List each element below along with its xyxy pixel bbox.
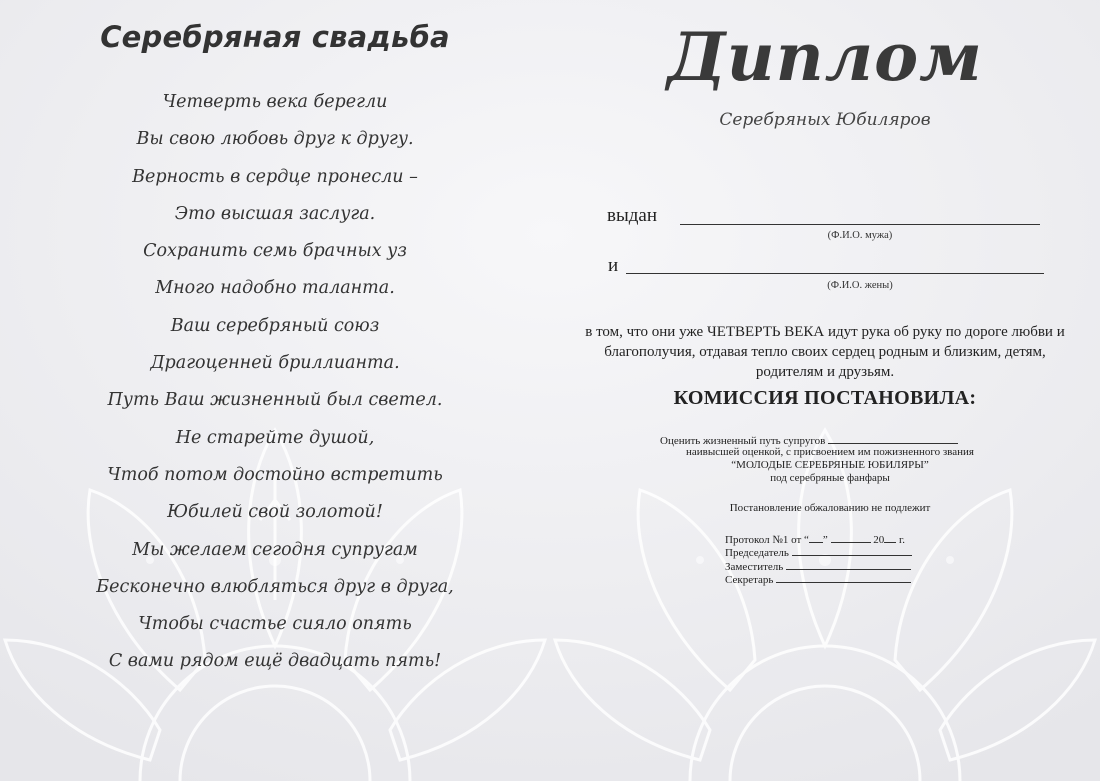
poem-line: Мы желаем сегодня супругам (132, 539, 418, 560)
protocol-month-blank[interactable] (831, 532, 871, 543)
chairman-label: Председатель (725, 547, 789, 559)
wife-name-hint: (Ф.И.О. жены) (827, 280, 893, 291)
chairman-row (725, 545, 985, 560)
secretary-row (725, 572, 985, 587)
poem-line: Ваш серебряный союз (170, 315, 380, 336)
diploma-page (550, 0, 1100, 781)
no-appeal-text: Постановление обжалованию не подлежит (729, 502, 931, 514)
protocol-day-blank[interactable] (809, 532, 823, 543)
poem-title: Серебряная свадьба (100, 20, 450, 54)
poem-line: Сохранить семь брачных уз (143, 241, 407, 262)
deputy-label: Заместитель (725, 561, 784, 573)
protocol-mid: ” (822, 534, 828, 546)
secretary-label: Секретарь (725, 574, 774, 586)
poem-line: Вы свою любовь друг к другу. (136, 129, 414, 150)
husband-name-hint: (Ф.И.О. мужа) (827, 230, 893, 241)
commission-heading: КОМИССИЯ ПОСТАНОВИЛА: (673, 387, 977, 409)
deputy-blank[interactable] (786, 559, 911, 570)
poem-line: Верность в сердце пронесли – (132, 166, 418, 187)
decision-line-2: наивысшей оценкой, с присвоением им пожизненного звания (686, 446, 974, 458)
poem-line: Драгоценней бриллианта. (150, 353, 400, 374)
decision-line-4: под серебряные фанфары (770, 472, 890, 484)
poem (0, 84, 550, 681)
poem-line: Много надобно таланта. (155, 278, 395, 299)
diploma-statement: в том, что они уже ЧЕТВЕРТЬ ВЕКА идут рука об руку по дороге любви и благополучия, отдавая тепло своих сердец родным и близким, детям, родителям и друзьям. (585, 324, 1065, 380)
decision-text: Оценить жизненный путь супругов (660, 435, 826, 447)
protocol-year: 20 (873, 534, 885, 546)
wife-name-line[interactable] (626, 273, 1044, 274)
poem-line: Это высшая заслуга. (174, 203, 376, 224)
poem-line: Четверть века берегли (162, 92, 388, 112)
poem-line: Чтобы счастье сияло опять (138, 614, 412, 635)
poem-line: Юбилей свой золотой! (167, 502, 383, 523)
protocol-year-blank[interactable] (884, 532, 896, 543)
diploma-subtitle: Серебряных Юбиляров (719, 110, 931, 130)
issued-label: выдан (607, 205, 658, 226)
spouses-blank[interactable] (828, 433, 958, 444)
secretary-blank[interactable] (776, 572, 911, 583)
and-label: и (608, 255, 619, 276)
poem-line: Путь Ваш жизненный был светел. (107, 390, 443, 411)
husband-name-line[interactable] (680, 224, 1040, 225)
chairman-blank[interactable] (792, 545, 912, 556)
protocol-suffix: г. (899, 534, 906, 546)
poem-line: Не старейте душой, (175, 427, 375, 448)
poem-line: Чтоб потом достойно встретить (107, 464, 443, 485)
decision-line-3: “МОЛОДЫЕ СЕРЕБРЯНЫЕ ЮБИЛЯРЫ” (731, 459, 929, 471)
poem-line: С вами рядом ещё двадцать пять! (108, 651, 442, 672)
poem-line: Бесконечно влюбляться друг в друга, (96, 576, 454, 597)
diploma-title: Диплом (667, 18, 983, 96)
protocol-prefix: Протокол №1 от “ (725, 534, 809, 546)
